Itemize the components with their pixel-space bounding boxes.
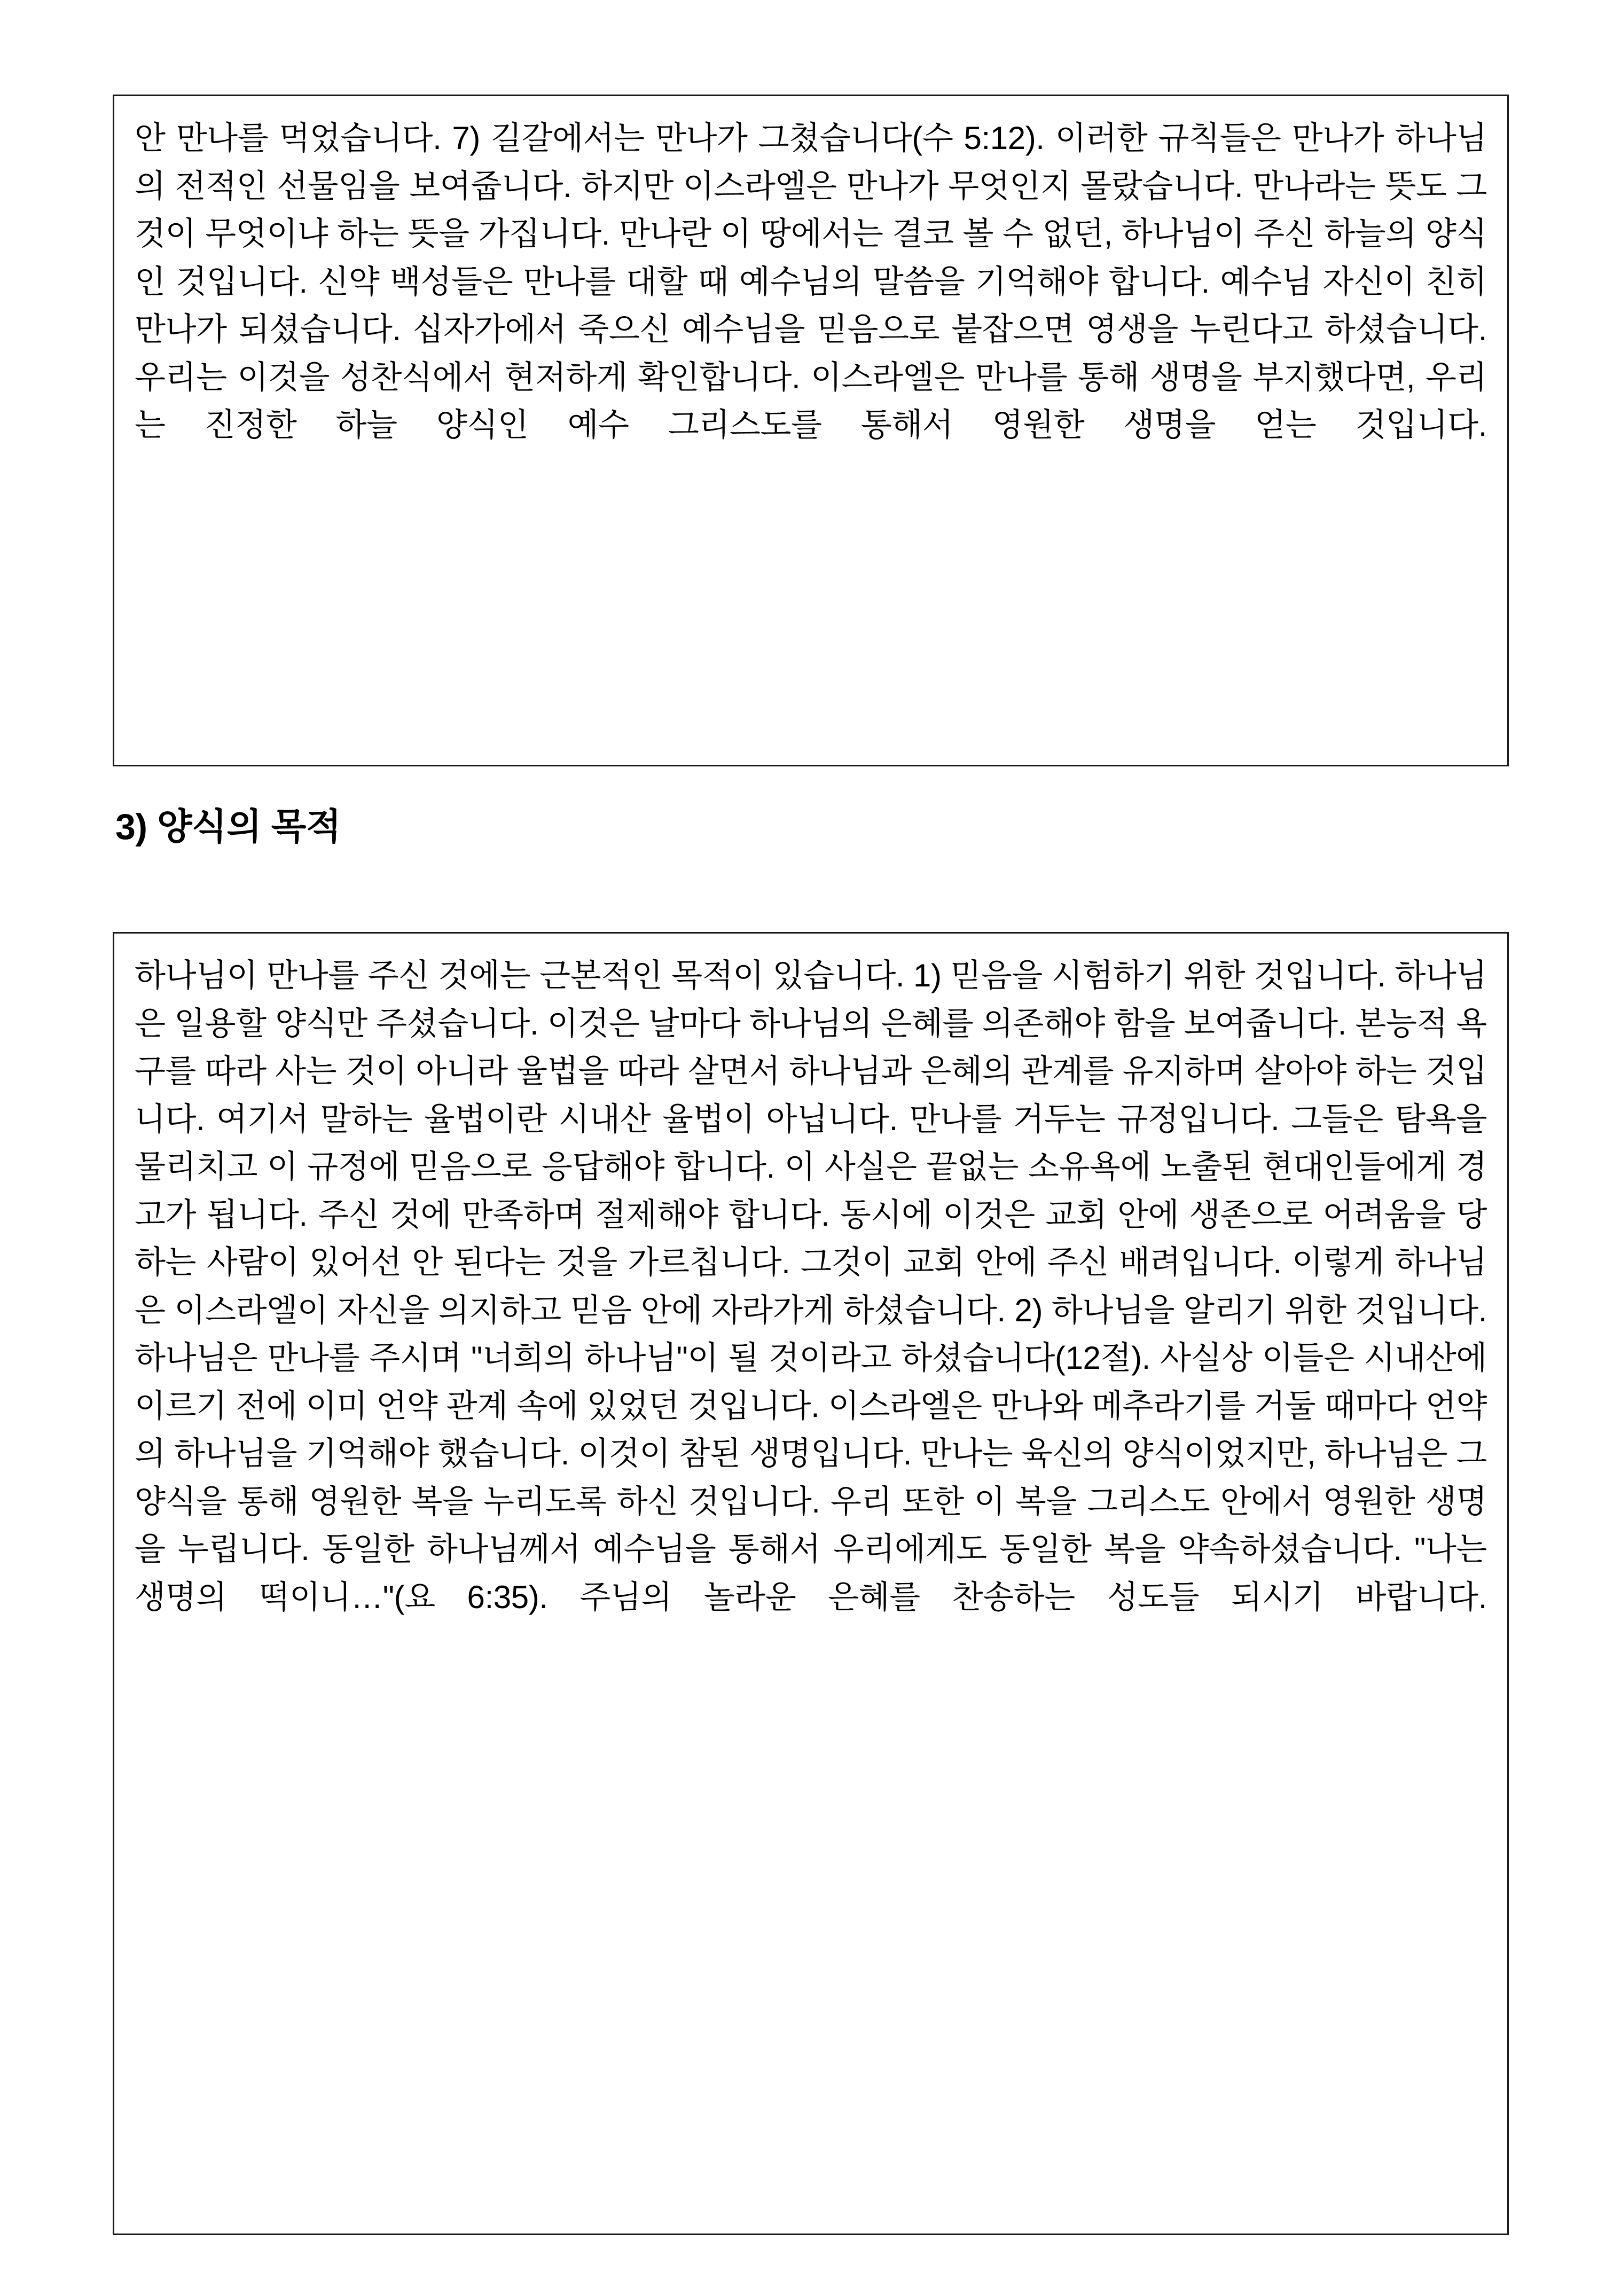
paragraph-purpose-of-food: 하나님이 만나를 주신 것에는 근본적인 목적이 있습니다. 1) 믿음을 시험하기 위한 것입니다. 하나님은 일용할 양식만 주셨습니다. 이것은 날마다 하나님의 은혜를 의존해야 함을 보여줍니다. 본능적 욕구를 따라 사는 것이 아니라 율법을 따라 살면서 하나님과 은혜의 관계를 유지하며 살아야 하는 것입니다. 여기서 말하는 율법이란 시내산 율법이 아닙니다. 만나를 거두는 규정입니다. 그들은 탐욕을 물리치고 이 규정에 믿음으로 응답해야 합니다. 이 사실은 끝없는 소유욕에 노출된 현대인들에게 경고가 됩니다. 주신 것에 만족하며 절제해야 합니다. 동시에 이것은 교회 안에 생존으로 어려움을 당하는 사람이 있어선 안 된다는 것을 가르칩니다. 그것이 교회 안에 주신 배려입니다. 이렇게 하나님은 이스라엘이 자신을 의지하고 믿음 안에 자라가게 하셨습니다. 2) 하나님을 알리기 위한 것입니다. 하나님은 만나를 주시며 "너희의 하나님"이 될 것이라고 하셨습니다(12절). 사실상 이들은 시내산에 이르기 전에 이미 언약 관계 속에 있었던 것입니다. 이스라엘은 만나와 메추라기를 거둘 때마다 언약의 하나님을 기억해야 했습니다. 이것이 참된 생명입니다. 만나는 육신의 양식이었지만, 하나님은 그 양식을 통해 영원한 복을 누리도록 하신 것입니다. 우리 또한 이 복을 그리스도 안에서 영원한 생명을 누립니다. 동일한 하나님께서 예수님을 통해서 우리에게도 동일한 복을 약속하셨습니다. "나는 생명의 떡이니…"(요 6:35). 주님의 놀라운 은혜를 찬송하는 성도들 되시기 바랍니다. xyxy=(135,958,1487,1615)
paragraph-manna-explanation: 안 만나를 먹었습니다. 7) 길갈에서는 만나가 그쳤습니다(수 5:12). 이러한 규칙들은 만나가 하나님의 전적인 선물임을 보여줍니다. 하지만 이스라엘은 만나가 무엇인지 몰랐습니다. 만나라는 뜻도 그것이 무엇이냐 하는 뜻을 가집니다. 만나란 이 땅에서는 결코 볼 수 없던, 하나님이 주신 하늘의 양식인 것입니다. 신약 백성들은 만나를 대할 때 예수님의 말씀을 기억해야 합니다. 예수님 자신이 친히 만나가 되셨습니다. 십자가에서 죽으신 예수님을 믿음으로 붙잡으면 영생을 누린다고 하셨습니다. 우리는 이것을 성찬식에서 현저하게 확인합니다. 이스라엘은 만나를 통해 생명을 부지했다면, 우리는 진정한 하늘 양식인 예수 그리스도를 통해서 영원한 생명을 얻는 것입니다. xyxy=(135,120,1487,443)
section-heading-purpose-of-food: 3) 양식의 목적 xyxy=(115,806,341,847)
text-box-purpose-of-food xyxy=(113,932,1509,2235)
text-box-manna-explanation xyxy=(113,95,1509,766)
